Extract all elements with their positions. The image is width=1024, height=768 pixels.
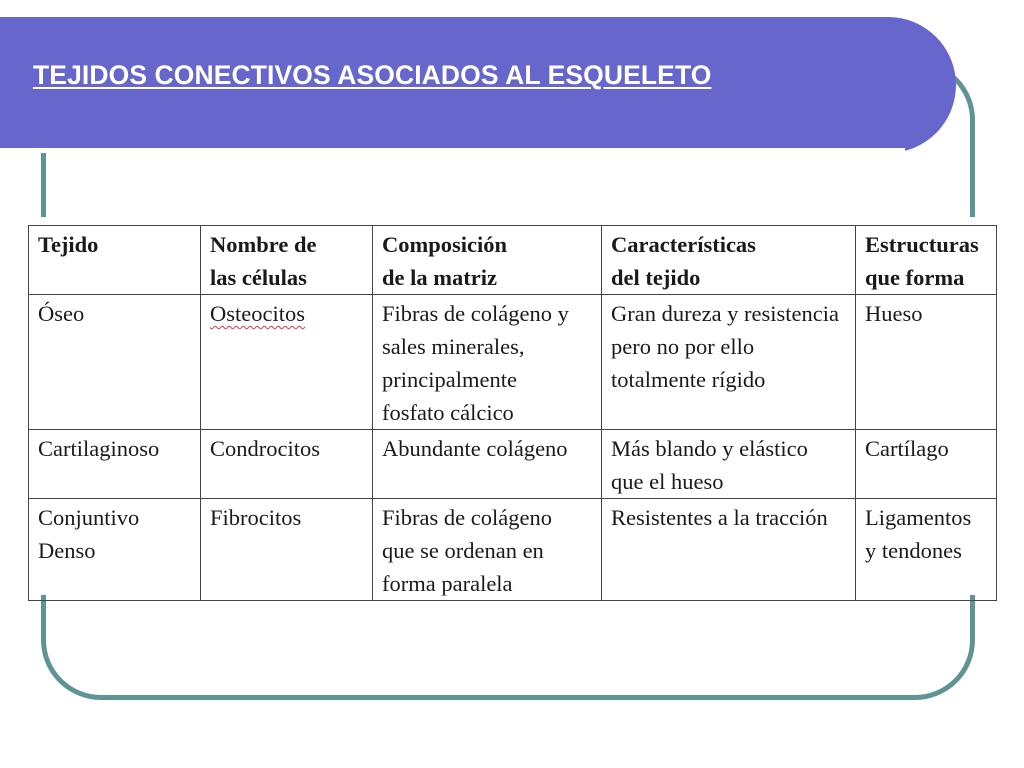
header-nombre-celulas xyxy=(201,226,373,295)
header-line: Estructuras xyxy=(865,232,979,257)
header-line: las células xyxy=(210,265,307,290)
cell-line: Abundante colágeno xyxy=(382,436,568,461)
table-row xyxy=(29,430,997,499)
banner-underline xyxy=(0,148,905,153)
header-line: que forma xyxy=(865,265,965,290)
cell-matriz xyxy=(373,295,602,430)
cell-tejido xyxy=(29,430,201,499)
cell-line: Resistentes a la tracción xyxy=(611,505,828,530)
cell-line: Cartílago xyxy=(865,436,949,461)
cell-caracteristicas xyxy=(602,430,856,499)
tissues-table xyxy=(28,225,997,601)
header-estructuras xyxy=(856,226,997,295)
cell-celulas xyxy=(201,499,373,601)
cell-line: Gran dureza y resistencia xyxy=(611,301,840,326)
cell-line: Óseo xyxy=(38,301,85,326)
cell-line: que se ordenan en xyxy=(382,538,544,563)
table-row xyxy=(29,295,997,430)
header-line: Composición xyxy=(382,232,508,257)
header-tejido xyxy=(29,226,201,295)
cell-line: pero no por ello xyxy=(611,334,755,359)
cell-line: Condrocitos xyxy=(210,436,320,461)
header-line: Características xyxy=(611,232,756,257)
cell-line: Conjuntivo xyxy=(38,505,140,530)
table-header-row xyxy=(29,226,997,295)
header-line: Nombre de xyxy=(210,232,317,257)
header-composicion-matriz xyxy=(373,226,602,295)
cell-line: sales minerales, xyxy=(382,334,525,359)
cell-line: Ligamentos xyxy=(865,505,972,530)
cell-estructuras xyxy=(856,295,997,430)
cell-line: y tendones xyxy=(865,538,962,563)
header-caracteristicas xyxy=(602,226,856,295)
cell-celulas xyxy=(201,295,373,430)
cell-matriz xyxy=(373,499,602,601)
cell-line: Denso xyxy=(38,538,96,563)
cell-line: Fibrocitos xyxy=(210,505,302,530)
cell-caracteristicas xyxy=(602,295,856,430)
header-line: del tejido xyxy=(611,265,701,290)
cell-tejido xyxy=(29,499,201,601)
cell-estructuras xyxy=(856,499,997,601)
cell-celulas xyxy=(201,430,373,499)
header-line: Tejido xyxy=(38,232,99,257)
cell-line: totalmente rígido xyxy=(611,367,766,392)
cell-line: forma paralela xyxy=(382,571,513,596)
cell-tejido xyxy=(29,295,201,430)
cell-line: fosfato cálcico xyxy=(382,400,514,425)
cell-line: Hueso xyxy=(865,301,923,326)
cell-matriz xyxy=(373,430,602,499)
cell-line: Cartilaginoso xyxy=(38,436,160,461)
slide-title: TEJIDOS CONECTIVOS ASOCIADOS AL ESQUELETO xyxy=(33,60,712,90)
cell-line-spellcheck: Osteocitos xyxy=(210,301,305,326)
header-line: de la matriz xyxy=(382,265,497,290)
cell-estructuras xyxy=(856,430,997,499)
table-row xyxy=(29,499,997,601)
cell-line: Más blando y elástico xyxy=(611,436,808,461)
cell-line: Fibras de colágeno y xyxy=(382,301,569,326)
cell-line: Fibras de colágeno xyxy=(382,505,552,530)
cell-line: que el hueso xyxy=(611,469,724,494)
cell-line: principalmente xyxy=(382,367,517,392)
cell-caracteristicas xyxy=(602,499,856,601)
